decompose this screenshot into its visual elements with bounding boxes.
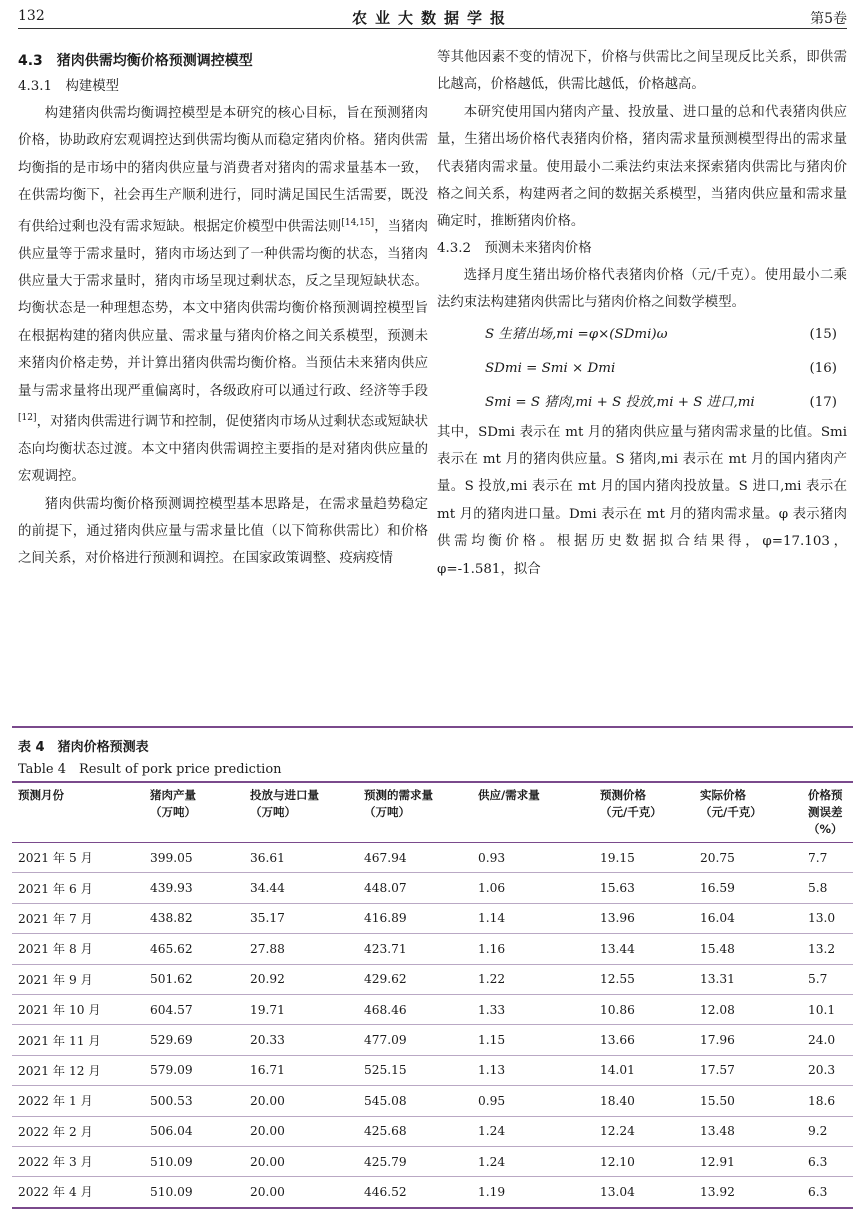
table-cell: 0.95 <box>476 1086 598 1116</box>
table-cell: 5.8 <box>806 873 853 903</box>
table-cell: 14.01 <box>598 1055 698 1085</box>
paragraph-text: ，当猪肉供应量等于需求量时，猪肉市场达到了一种供需均衡的状态，当猪肉供应量大于需求量时，猪肉市场呈现过剩状态，反之呈现短缺状态。均衡状态是一种理想态势，本文中猪肉供需均衡价格预测调控模型旨在根据构建的猪肉供应量、需求量与猪肉价格之间关系模型，预测未来猪肉价格走势，并计算出猪肉供需均衡价格。当预估未来猪肉供应量与需求量将出现严重偏离时，各级政府可以通过行政、经济等手段 <box>18 219 429 399</box>
table-cell: 2021 年 10 月 <box>12 994 148 1024</box>
table-cell: 510.09 <box>148 1177 248 1208</box>
table-block <box>12 726 853 1209</box>
citation[interactable]: [12] <box>18 412 37 423</box>
table-cell: 20.00 <box>248 1177 362 1208</box>
table-cell: 13.2 <box>806 934 853 964</box>
table-cell: 12.10 <box>598 1146 698 1176</box>
table-cell: 448.07 <box>362 873 476 903</box>
table-cell: 0.93 <box>476 843 598 873</box>
table-cell: 9.2 <box>806 1116 853 1146</box>
table-row <box>12 934 853 964</box>
table-cell: 2021 年 9 月 <box>12 964 148 994</box>
paragraph: 等其他因素不变的情况下，价格与供需比之间呈现反比关系，即供需比越高，价格越低，供需比越低，价格越高。 <box>437 50 847 93</box>
table-cell: 465.62 <box>148 934 248 964</box>
table-cell: 2021 年 7 月 <box>12 903 148 933</box>
equation-number: (16) <box>809 360 837 376</box>
table-cell: 423.71 <box>362 934 476 964</box>
equation-16 <box>437 351 847 385</box>
table-cell: 13.04 <box>598 1177 698 1208</box>
col-header: 实际价格 （元/千克） <box>700 788 762 819</box>
table-cell: 13.0 <box>806 903 853 933</box>
table-cell: 2021 年 12 月 <box>12 1055 148 1085</box>
col-header: 预测的需求量 （万吨） <box>364 788 433 819</box>
table-row <box>12 1177 853 1208</box>
table-cell: 6.3 <box>806 1177 853 1208</box>
table-cell: 1.24 <box>476 1116 598 1146</box>
left-column <box>18 44 428 573</box>
table-cell: 1.24 <box>476 1146 598 1176</box>
table-cell: 1.22 <box>476 964 598 994</box>
table-cell: 16.04 <box>698 903 806 933</box>
table-header-row <box>12 782 853 843</box>
table-cell: 425.68 <box>362 1116 476 1146</box>
table-cell: 438.82 <box>148 903 248 933</box>
equation-number: (17) <box>809 394 837 410</box>
table-cell: 13.66 <box>598 1025 698 1055</box>
col-header: 猪肉产量 （万吨） <box>150 788 196 819</box>
paragraph-text: ，对猪肉供需进行调节和控制，促使猪肉市场从过剩状态或短缺状态向均衡状态过渡。本文中猪肉供需调控主要指的是对猪肉供应量的宏观调控。 <box>18 414 428 485</box>
table-cell: 12.24 <box>598 1116 698 1146</box>
table-row <box>12 1116 853 1146</box>
equation-15 <box>437 317 847 351</box>
table-cell: 15.48 <box>698 934 806 964</box>
table-cell: 1.33 <box>476 994 598 1024</box>
table-cell: 10.1 <box>806 994 853 1024</box>
table-cell: 24.0 <box>806 1025 853 1055</box>
table-cell: 2022 年 3 月 <box>12 1146 148 1176</box>
table-cell: 16.59 <box>698 873 806 903</box>
table-cell: 429.62 <box>362 964 476 994</box>
running-header <box>18 6 847 29</box>
table-cell: 17.57 <box>698 1055 806 1085</box>
table-cell: 34.44 <box>248 873 362 903</box>
table-cell: 12.08 <box>698 994 806 1024</box>
table-cell: 20.92 <box>248 964 362 994</box>
table-cell: 10.86 <box>598 994 698 1024</box>
table-cell: 2021 年 6 月 <box>12 873 148 903</box>
table-cell: 2022 年 1 月 <box>12 1086 148 1116</box>
table-row <box>12 1146 853 1176</box>
table-cell: 36.61 <box>248 843 362 873</box>
table-cell: 501.62 <box>148 964 248 994</box>
table-cell: 6.3 <box>806 1146 853 1176</box>
table-cell: 500.53 <box>148 1086 248 1116</box>
table-cell: 2021 年 5 月 <box>12 843 148 873</box>
table-cell: 1.15 <box>476 1025 598 1055</box>
right-column <box>437 44 847 583</box>
page-number: 132 <box>18 8 45 24</box>
journal-name: 农业大数据学报 <box>351 9 513 27</box>
table-cell: 20.75 <box>698 843 806 873</box>
table-cell: 20.00 <box>248 1086 362 1116</box>
table-cell: 18.6 <box>806 1086 853 1116</box>
table-cell: 7.7 <box>806 843 853 873</box>
table-cell: 525.15 <box>362 1055 476 1085</box>
paragraph: 选择月度生猪出场价格代表猪肉价格（元/千克）。使用最小二乘法约束法构建猪肉供需比与猪肉价格之间数学模型。 <box>437 267 847 311</box>
citation[interactable]: [14,15] <box>341 217 375 228</box>
section-title: 4.3 猪肉供需均衡价格预测调控模型 <box>18 53 253 69</box>
subsection-title: 4.3.2 预测未来猪肉价格 <box>437 240 592 256</box>
table-cell: 1.13 <box>476 1055 598 1085</box>
table-cell: 477.09 <box>362 1025 476 1055</box>
table-cell: 19.15 <box>598 843 698 873</box>
equation-formula: Smi = S 猪肉,mi + S 投放,mi + S 进口,mi <box>485 394 755 410</box>
table-cell: 5.7 <box>806 964 853 994</box>
col-header: 供应/需求量 <box>478 788 540 802</box>
paragraph: 本研究使用国内猪肉产量、投放量、进口量的总和代表猪肉供应量，生猪出场价格代表猪肉价格，猪肉需求量预测模型得出的需求量代表猪肉需求量。使用最小二乘法约束法来探索猪肉供需比与猪肉价格之间关系，构建两者之间的数据关系模型，当猪肉供应量和需求量确定时，推断猪肉价格。 <box>437 104 847 230</box>
paragraph: 其中，SDmi 表示在 mt 月的猪肉供应量与猪肉需求量的比值。Smi 表示在 mt 月的猪肉供应量。S 猪肉,mi 表示在 mt 月的国内猪肉产量。S 投放,mi 表示在 mt 月的国内猪肉投放量。S 进口,mi 表示在 mt 月的猪肉进口量。Dmi 表示在 mt 月的猪肉需求量。φ 表示猪肉供需均衡价格。根据历史数据拟合结果得，φ=17.103，φ=-1.581，拟合 <box>437 424 847 577</box>
table-row <box>12 994 853 1024</box>
table-cell: 2022 年 4 月 <box>12 1177 148 1208</box>
table-row <box>12 873 853 903</box>
table-cell: 15.50 <box>698 1086 806 1116</box>
table-cell: 399.05 <box>148 843 248 873</box>
table-cell: 13.48 <box>698 1116 806 1146</box>
table-cell: 12.55 <box>598 964 698 994</box>
table-cell: 2021 年 8 月 <box>12 934 148 964</box>
table-cell: 506.04 <box>148 1116 248 1146</box>
table-row <box>12 964 853 994</box>
table-cell: 1.19 <box>476 1177 598 1208</box>
table-cell: 17.96 <box>698 1025 806 1055</box>
table-cell: 579.09 <box>148 1055 248 1085</box>
subsection-title: 4.3.1 构建模型 <box>18 79 120 94</box>
table-cell: 12.91 <box>698 1146 806 1176</box>
paragraph <box>18 100 428 491</box>
table-cell: 1.06 <box>476 873 598 903</box>
table-cell: 16.71 <box>248 1055 362 1085</box>
table-cell: 19.71 <box>248 994 362 1024</box>
equation-17 <box>437 385 847 419</box>
table-cell: 18.40 <box>598 1086 698 1116</box>
table-caption-en: Table 4 Result of pork price prediction <box>18 762 282 777</box>
table-cell: 467.94 <box>362 843 476 873</box>
table-top-rule <box>12 726 853 728</box>
table-cell: 1.14 <box>476 903 598 933</box>
table-row <box>12 1025 853 1055</box>
table-row <box>12 1086 853 1116</box>
col-header: 预测月份 <box>18 788 64 802</box>
table-caption-cn: 表 4 猪肉价格预测表 <box>18 740 149 755</box>
table-row <box>12 1055 853 1085</box>
table-cell: 13.92 <box>698 1177 806 1208</box>
table-cell: 13.44 <box>598 934 698 964</box>
equation-formula: SDmi = Smi × Dmi <box>485 360 616 376</box>
equation-formula: S 生猪出场,mi =φ×(SDmi)ω <box>485 326 668 342</box>
price-prediction-table <box>12 781 853 1209</box>
table-cell: 20.3 <box>806 1055 853 1085</box>
table-cell: 425.79 <box>362 1146 476 1176</box>
paragraph: 猪肉供需均衡价格预测调控模型基本思路是，在需求量趋势稳定的前提下，通过猪肉供应量与需求量比值（以下简称供需比）和价格之间关系，对价格进行预测和调控。在国家政策调整、疫病疫情 <box>18 496 428 567</box>
table-cell: 604.57 <box>148 994 248 1024</box>
table-cell: 446.52 <box>362 1177 476 1208</box>
table-cell: 439.93 <box>148 873 248 903</box>
table-cell: 15.63 <box>598 873 698 903</box>
table-cell: 20.00 <box>248 1146 362 1176</box>
table-cell: 2022 年 2 月 <box>12 1116 148 1146</box>
col-header: 价格预测误差 （%） <box>808 788 843 836</box>
table-cell: 20.00 <box>248 1116 362 1146</box>
table-cell: 545.08 <box>362 1086 476 1116</box>
table-cell: 35.17 <box>248 903 362 933</box>
col-header: 预测价格 （元/千克） <box>600 788 662 819</box>
table-cell: 27.88 <box>248 934 362 964</box>
table-cell: 20.33 <box>248 1025 362 1055</box>
table-cell: 510.09 <box>148 1146 248 1176</box>
table-cell: 2021 年 11 月 <box>12 1025 148 1055</box>
table-row <box>12 843 853 873</box>
equation-number: (15) <box>809 326 837 342</box>
table-cell: 529.69 <box>148 1025 248 1055</box>
table-cell: 1.16 <box>476 934 598 964</box>
issue-label: 第5卷 <box>810 11 847 27</box>
table-row <box>12 903 853 933</box>
col-header: 投放与进口量 （万吨） <box>250 788 319 819</box>
table-cell: 416.89 <box>362 903 476 933</box>
table-cell: 13.31 <box>698 964 806 994</box>
table-cell: 13.96 <box>598 903 698 933</box>
table-cell: 468.46 <box>362 994 476 1024</box>
paragraph-text: 构建猪肉供需均衡调控模型是本研究的核心目标，旨在预测猪肉价格，协助政府宏观调控达到供需均衡从而稳定猪肉价格。猪肉供需均衡指的是市场中的猪肉供应量与消费者对猪肉的需求量基本一致，在供需均衡下，社会再生产顺利进行，同时满足国民生活需要，既没有供给过剩也没有需求短缺。根据定价模型中供需法则 <box>18 106 428 235</box>
